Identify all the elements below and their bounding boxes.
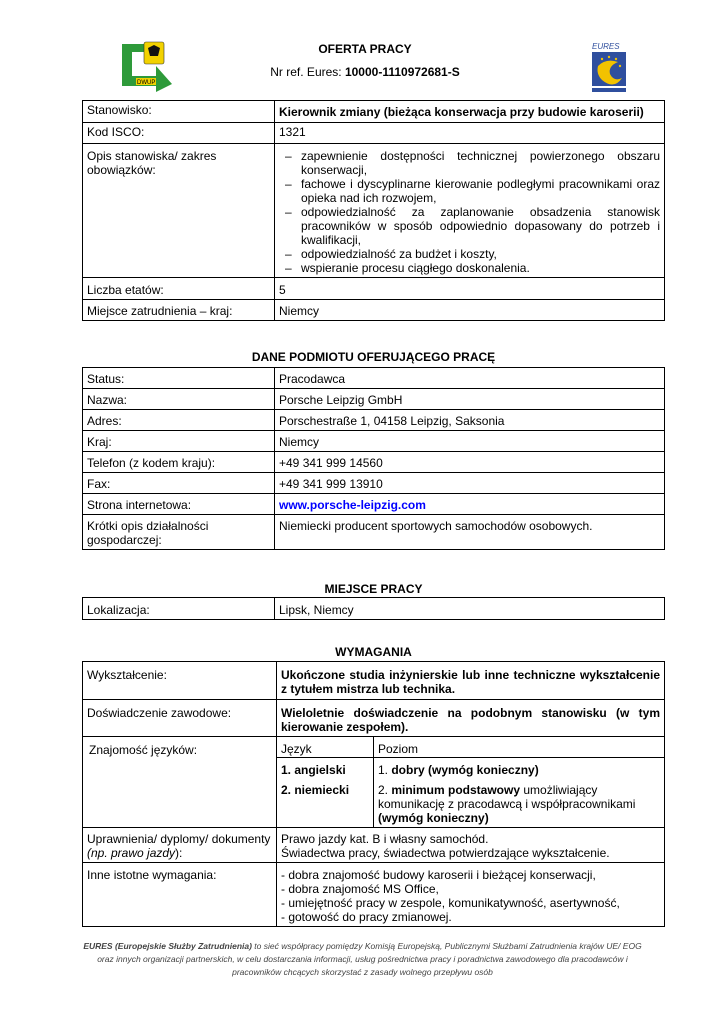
education-value: Ukończone studia inżynierskie lub inne techniczne wykształcenie z tytułem mistrza lub technika. [277,662,665,700]
table-row [83,700,665,737]
reference-value: 10000-1110972681-S [344,65,460,79]
level-bold: dobry (wymóg konieczny) [391,762,539,777]
location-section-title: MIEJSCE PRACY [324,582,423,596]
footer-bold: EURES (Europejskie Służby Zatrudnienia) [83,941,252,951]
dwup-logo-text: DWUP [137,80,156,86]
footer [60,940,665,979]
description-label: Opis stanowiska/ zakres obowiązków: [83,144,275,278]
phone-label: Telefon (z kodem kraju): [83,452,275,473]
page-title: OFERTA PRACY [318,42,412,56]
list-item: - dobra znajomość budowy karoserii i bieżącej konserwacji, [281,868,596,882]
status-value: Pracodawca [275,368,665,389]
permits-label [83,828,277,863]
level-bold: minimum podstawowy [391,783,521,797]
table-row [83,144,665,278]
country-label: Kraj: [83,431,275,452]
isco-label: Kod ISCO: [83,123,275,144]
employer-section-title: DANE PODMIOTU OFERUJĄCEGO PRACĘ [251,350,496,364]
list-item: – odpowiedzialność za zaplanowanie obsadzenia stanowisk pracowników w sposób odpowiednio dopasowany do potrzeb i kwalifikacji, [279,205,660,247]
languages-label: Znajomość języków: [83,737,277,828]
name-label: Nazwa: [83,389,275,410]
language-level [374,779,665,827]
location-label: Lokalizacja: [83,598,275,620]
list-item: - umiejętność pracy w zespole, komunikatywność, asertywność, [281,896,620,910]
table-row [83,123,665,144]
footer-line-1: to sieć współpracy pomiędzy Komisją Europejską, Publicznymi Służbami Zatrudnienia krajów UE/ EOG [251,941,642,951]
table-row [83,278,665,300]
language-name: 1. angielski [277,757,374,779]
phone-value: +49 341 999 14560 [275,452,665,473]
table-row [83,431,665,452]
table-row [277,757,664,779]
level-col-header: Poziom [374,737,665,757]
permits-line: Świadectwa pracy, świadectwa potwierdzające wykształcenie. [281,846,610,860]
language-name: 2. niemiecki [277,779,374,827]
fax-value: +49 341 999 13910 [275,473,665,494]
website-cell [275,494,665,515]
eures-logo [586,40,632,96]
level-rest: umożliwiający komunikację z pracodawcą i współpracownikami [378,783,636,811]
other-value [277,863,665,927]
experience-value: Wieloletnie doświadczenie na podobnym stanowisku (w tym kierowanie zespołem). [277,700,665,737]
table-row [83,389,665,410]
address-label: Adres: [83,410,275,431]
table-row [83,494,665,515]
status-label: Status: [83,368,275,389]
fax-label: Fax: [83,473,275,494]
languages-cell [277,737,665,828]
level-bold-2: (wymóg konieczny) [378,811,489,825]
job-table [82,100,665,321]
positions-count-label: Liczba etatów: [83,278,275,300]
website-label: Strona internetowa: [83,494,275,515]
activity-value: Niemiecki producent sportowych samochodów osobowych. [275,515,665,550]
level-prefix: 2. [378,783,392,797]
other-label: Inne istotne wymagania: [83,863,277,927]
list-item: – zapewnienie dostępności technicznej powierzonego obszaru konserwacji, [279,149,660,177]
table-row [83,101,665,123]
table-row [83,598,665,620]
footer-line-3: pracowników chcących skorzystać z zasady wolnego przepływu osób [232,967,493,977]
location-table [82,597,665,620]
address-value: Porschestraße 1, 04158 Leipzig, Saksonia [275,410,665,431]
lang-col-header: Język [277,737,374,757]
duties-list [279,149,660,275]
footer-line-2: oraz innych organizacji partnerskich, w celu dostarczania informacji, usług pośrednictwa pracy i poradnictwa zawodowego dla pracodawców i [97,954,628,964]
permits-line: Prawo jazdy kat. B i własny samochód. [281,832,489,846]
website-link[interactable]: www.porsche-leipzig.com [279,498,426,512]
requirements-section-title: WYMAGANIA [335,645,412,659]
experience-label: Doświadczenie zawodowe: [83,700,277,737]
name-value: Porsche Leipzig GmbH [275,389,665,410]
permits-value [277,828,665,863]
table-row [277,779,664,827]
country-value: Niemcy [275,431,665,452]
list-item: – odpowiedzialność za budżet i koszty, [279,247,660,261]
positions-count-value: 5 [275,278,665,300]
table-row [83,410,665,431]
table-row [83,452,665,473]
table-row [83,300,665,321]
activity-label: Krótki opis działalności gospodarczej: [83,515,275,550]
position-value: Kierownik zmiany (bieżąca konserwacja przy budowie karoserii) [275,101,665,123]
language-level [374,757,665,779]
permits-label-text: Uprawnienia/ dyplomy/ dokumenty [87,832,271,846]
education-label: Wykształcenie: [83,662,277,700]
employer-table [82,367,665,550]
languages-table [277,737,664,827]
dwup-logo [120,40,175,92]
reference-number [240,65,490,79]
requirements-table [82,661,665,927]
level-prefix: 1. [378,762,392,777]
permits-label-italic: (np. prawo jazdy [87,846,176,860]
table-row [83,473,665,494]
position-label: Stanowisko: [83,101,275,123]
table-row [83,828,665,863]
footer-line [60,940,665,953]
list-item: – fachowe i dyscyplinarne kierowanie podległymi pracownikami oraz opieka nad ich rozwojem, [279,177,660,205]
table-row [83,863,665,927]
table-row [277,737,664,757]
table-row [83,737,665,828]
list-item: - gotowość do pracy zmianowej. [281,910,452,924]
workplace-country-value: Niemcy [275,300,665,321]
reference-prefix: Nr ref. Eures: [270,65,345,79]
workplace-country-label: Miejsce zatrudnienia – kraj: [83,300,275,321]
table-row [83,368,665,389]
permits-label-end: ): [175,846,183,860]
duties-cell [275,144,665,278]
table-row [83,515,665,550]
location-value: Lipsk, Niemcy [275,598,665,620]
list-item: - dobra znajomość MS Office, [281,882,439,896]
table-row [83,662,665,700]
eures-logo-text: EURES [592,42,620,51]
list-item: – wspieranie procesu ciągłego doskonalenia. [279,261,660,275]
isco-value: 1321 [275,123,665,144]
